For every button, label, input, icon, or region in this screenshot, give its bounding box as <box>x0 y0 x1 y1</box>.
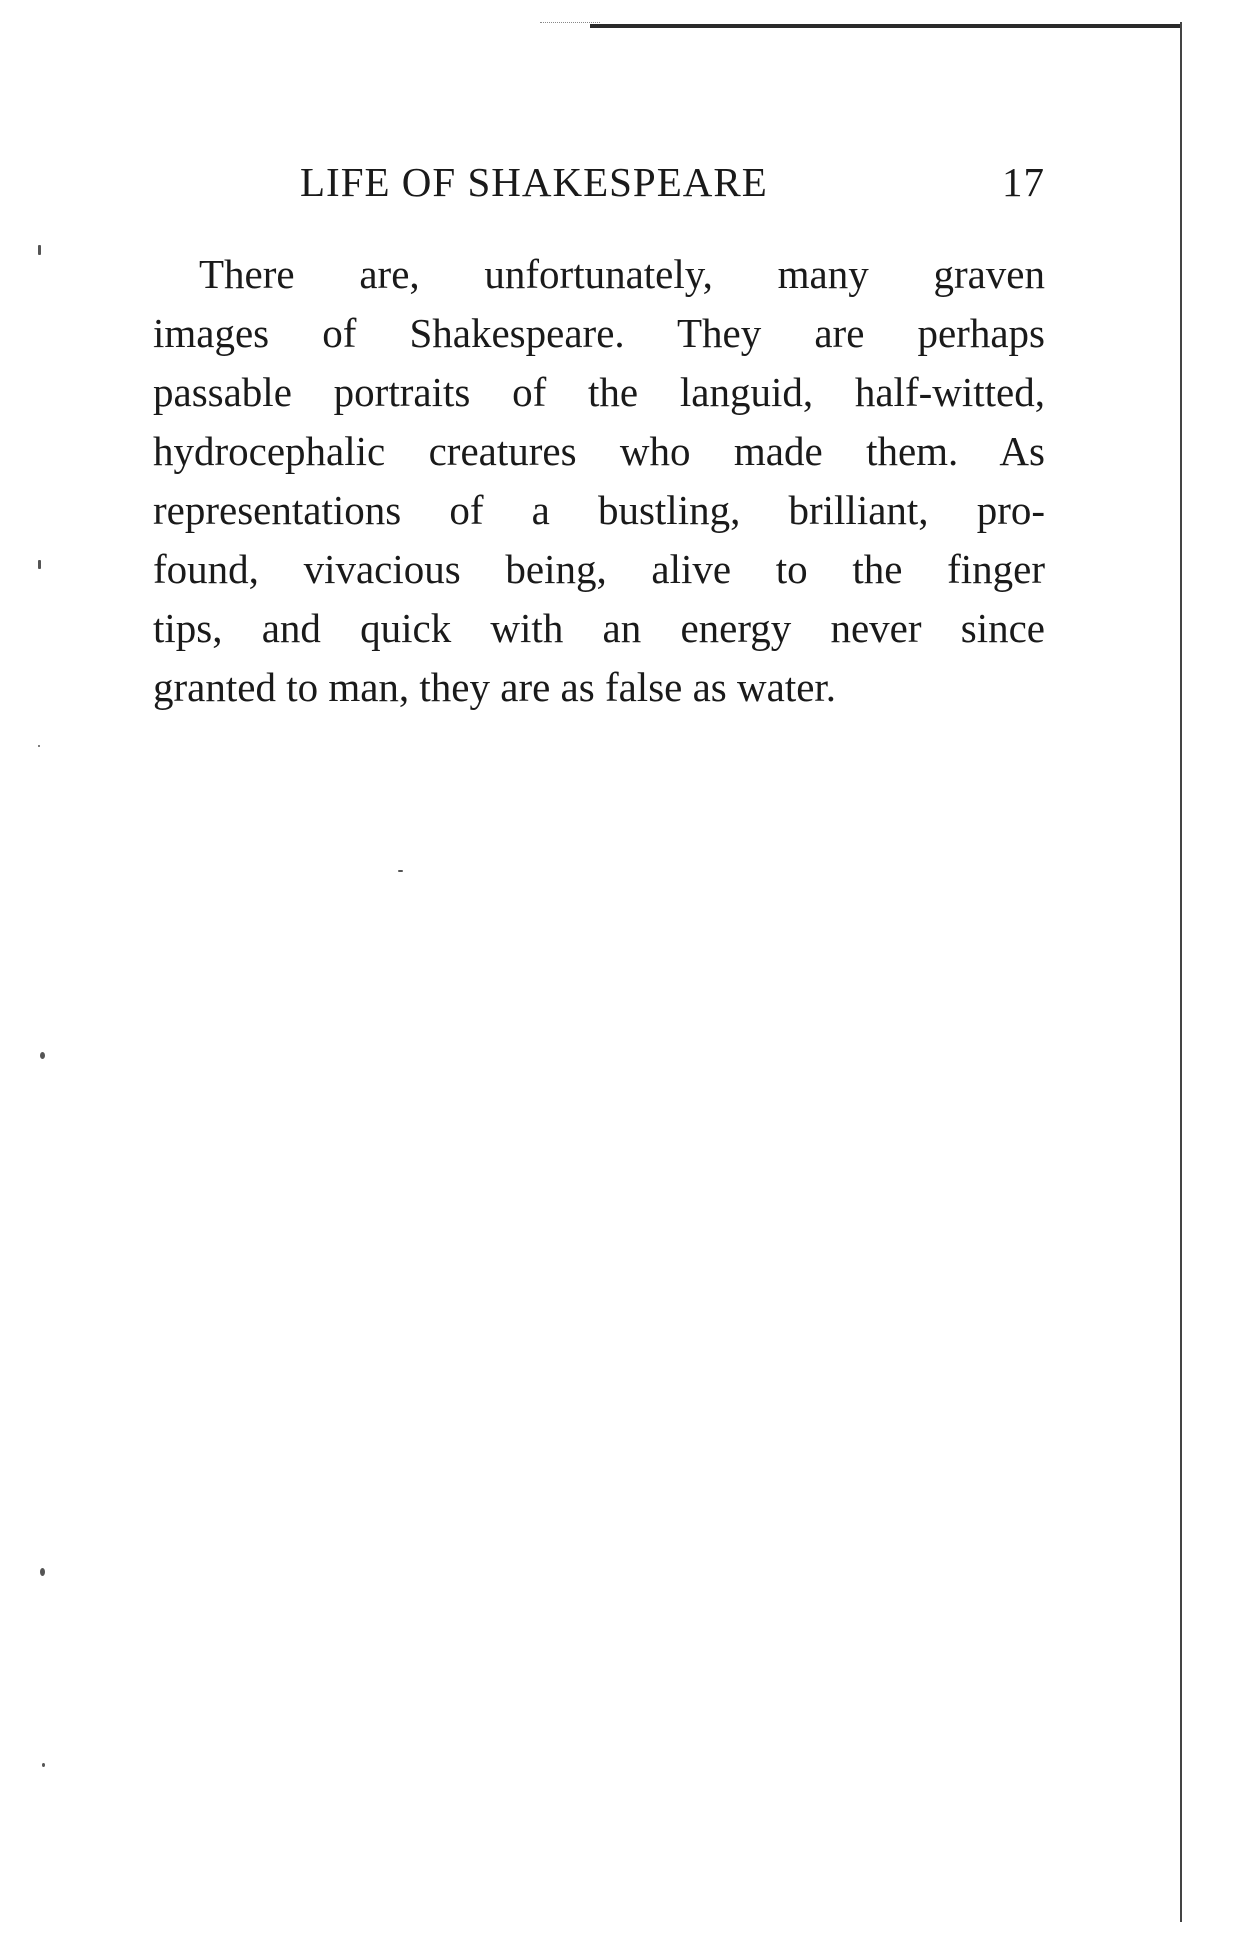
running-head <box>300 158 1045 208</box>
page-edge-top <box>590 24 1182 28</box>
scan-speck <box>40 1568 45 1576</box>
paragraph-line: images of Shakespeare. They are perhaps <box>153 310 1045 356</box>
scan-speck <box>40 1052 45 1059</box>
page-number: 17 <box>1002 159 1045 205</box>
paragraph-line: hydrocephalic creatures who made them. As <box>153 428 1045 474</box>
scan-speck <box>398 870 403 872</box>
scan-speck <box>38 245 41 255</box>
paragraph-line: tips, and quick with an energy never since <box>153 605 1045 651</box>
scan-speck <box>38 745 40 747</box>
body-paragraph <box>153 245 1045 717</box>
paragraph-line: granted to man, they are as false as water. <box>153 664 837 710</box>
page-edge-right <box>1180 22 1182 1922</box>
paragraph-line: There are, unfortunately, many graven <box>199 251 1045 297</box>
paragraph-line: found, vivacious being, alive to the finger <box>153 546 1045 592</box>
paragraph-line: representations of a bustling, brilliant, pro- <box>153 487 1045 533</box>
page-edge-top-faint <box>540 22 600 23</box>
scan-speck <box>38 560 41 569</box>
paragraph-line: passable portraits of the languid, half-witted, <box>153 369 1045 415</box>
running-title: LIFE OF SHAKESPEARE <box>300 159 768 205</box>
scan-speck <box>42 1763 45 1767</box>
